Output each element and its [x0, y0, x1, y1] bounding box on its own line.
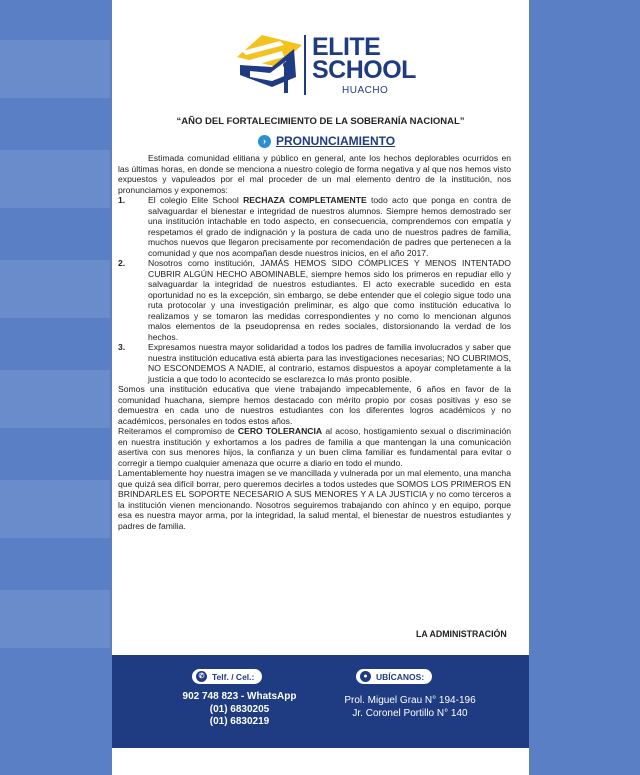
phone-list	[172, 691, 307, 729]
numbered-point	[118, 258, 511, 342]
point-text-end: todo acto que ponga en contra de salvaguardar el bienestar e integridad de nuestros alumnos. Siempre hemos demostrado ser una institución intachable en todo aspecto, en consecuencia, comprendemos con empatía y respetamos el grado de indignación y la postura de cada uno de nuestros padres de familia, muchos nuevos que llegaron precisamente por recomendación de padres que pertenecen a la comunidad y que nos acompañan desde nuestros inicios, en el año 2017.	[148, 195, 512, 258]
point-text	[148, 195, 511, 258]
background-stripe	[0, 260, 110, 318]
background-stripe	[0, 40, 110, 98]
commitment-text-start: Reiteramos el compromiso de	[118, 426, 238, 436]
page-title: PRONUNCIAMIENTO	[276, 134, 396, 148]
commitment-text-bold: CERO TOLERANCIA	[237, 426, 323, 436]
logo-wordmark-line2: SCHOOL	[312, 56, 416, 84]
location-pin-icon: ●	[360, 671, 371, 682]
commitment-text-end: al acoso, hostigamiento sexual o discriminación en nuestra institución y exhortamos a los padres de familia a que mantengan la una comunicación asertiva con sus menores hijos, la confianza y un buen clima familiar es fundamental para evitar o corregir a tiempo cualquier amenaza que ocurre a diario en todo el mundo.	[118, 426, 512, 468]
address-line-2: Jr. Coronel Portillo N° 140	[352, 707, 468, 719]
background-stripe	[0, 480, 110, 538]
phone-label: Telf. / Cel.:	[212, 671, 255, 682]
phone-landline-1[interactable]: (01) 6830205	[209, 703, 270, 715]
point-text-bold: RECHAZA COMPLETAMENTE	[243, 195, 367, 205]
background-stripe	[0, 590, 110, 648]
phone-label-pill	[192, 669, 262, 684]
paragraph-trajectory: Somos una institución educativa que viene trabajando impecablemente, 6 años en favor de la comunidad huachana, siempre hemos destacado con mérito propio por cosas positivas y eso se demuestra en cada uno de nuestros estudiantes con los diferentes logros académicos y no académicos, personales en todos estos años.	[118, 384, 511, 426]
background-stripe	[0, 150, 110, 208]
contact-footer	[112, 655, 529, 748]
year-title: “AÑO DEL FORTALECIMIENTO DE LA SOBERANÍA NACIONAL”	[176, 116, 465, 127]
point-text-start: El colegio Elite School	[148, 195, 244, 205]
logo-wordmark-city: HUACHO	[342, 85, 389, 96]
paragraph-closing: Lamentablemente hoy nuestra imagen se ve mancillada y vulnerada por un mal elemento, una mancha que quizá sea difícil borrar, pero queremos decirles a todos ustedes que SOMOS LOS PRIMEROS EN BRINDARLES EL SOPORTE NECESARIO A SUS MENORES Y A LA JUSTICIA y no como terceros a la institución vienen mencionando. Nosotros seguiremos trabajando con ahínco y en equipo, porque esa es nuestra mayor arma, por la integridad, la salud mental, el bienestar de nuestros estudiantes y padres de familia.	[118, 468, 511, 531]
signature: LA ADMINISTRACIÓN	[416, 629, 507, 639]
logo-wordmark-line1: ELITE	[312, 33, 381, 61]
chevron-right-icon: ›	[258, 135, 271, 148]
phone-whatsapp[interactable]: 902 748 823 - WhatsApp	[182, 691, 297, 702]
statement-body	[118, 153, 511, 531]
numbered-point	[118, 195, 511, 258]
intro-paragraph: Estimada comunidad elitiana y público en general, ante los hechos deplorables ocurridos en las últimas horas, en donde se menciona a nuestro colegio de forma negativa y al que nos hemos visto expuestos y vapuleados por el mal proceder de un mal elemento dentro de la institución, nos pronunciamos y exponemos:	[118, 153, 511, 195]
point-number: 3.	[118, 342, 126, 352]
whatsapp-icon: ✆	[196, 671, 207, 682]
numbered-point	[118, 342, 511, 384]
address-line-1: Prol. Miguel Grau N° 194-196	[344, 695, 476, 706]
point-number: 1.	[118, 195, 126, 205]
point-text: Nosotros como institución, JAMÁS HEMOS SIDO CÓMPLICES Y MENOS INTENTADO CUBRIR ALGÚN HECHO ABOMINABLE, siempre hemos sido los primeros en repudiar ello y salvaguardar la integridad de nuestros estudiantes. El acto execrable sucedido en esta oportunidad no es la excepción, sin embargo, se debe entender que el colegio sigue todo una ruta protocolar y una investigación preliminar, es algo que como institución educativa lo realizamos y se tomaron las medidas correspondientes y no como lo mencionan algunos malos elementos de la pseudoprensa en redes sociales, distorsionando la verdad de los hechos.	[148, 258, 511, 342]
point-number: 2.	[118, 258, 126, 268]
location-label: UBÍCANOS:	[376, 671, 425, 682]
paragraph-commitment	[118, 426, 511, 468]
location-label-pill	[356, 669, 432, 684]
phone-landline-2[interactable]: (01) 6830219	[209, 716, 270, 727]
address-list	[320, 695, 500, 720]
point-text: Expresamos nuestra mayor solidaridad a todos los padres de familia involucrados y saber que nuestra institución educativa está abierta para las investigaciones necesarias; NO CUBRIMOS, NO ESCONDEMOS A NADIE, al contrario, estamos dispuestos a apoyar completamente a la justicia a que todo lo acontecido se esclarezca lo más pronto posible.	[148, 342, 511, 384]
heading-group	[258, 134, 395, 148]
background-stripe	[0, 370, 110, 428]
